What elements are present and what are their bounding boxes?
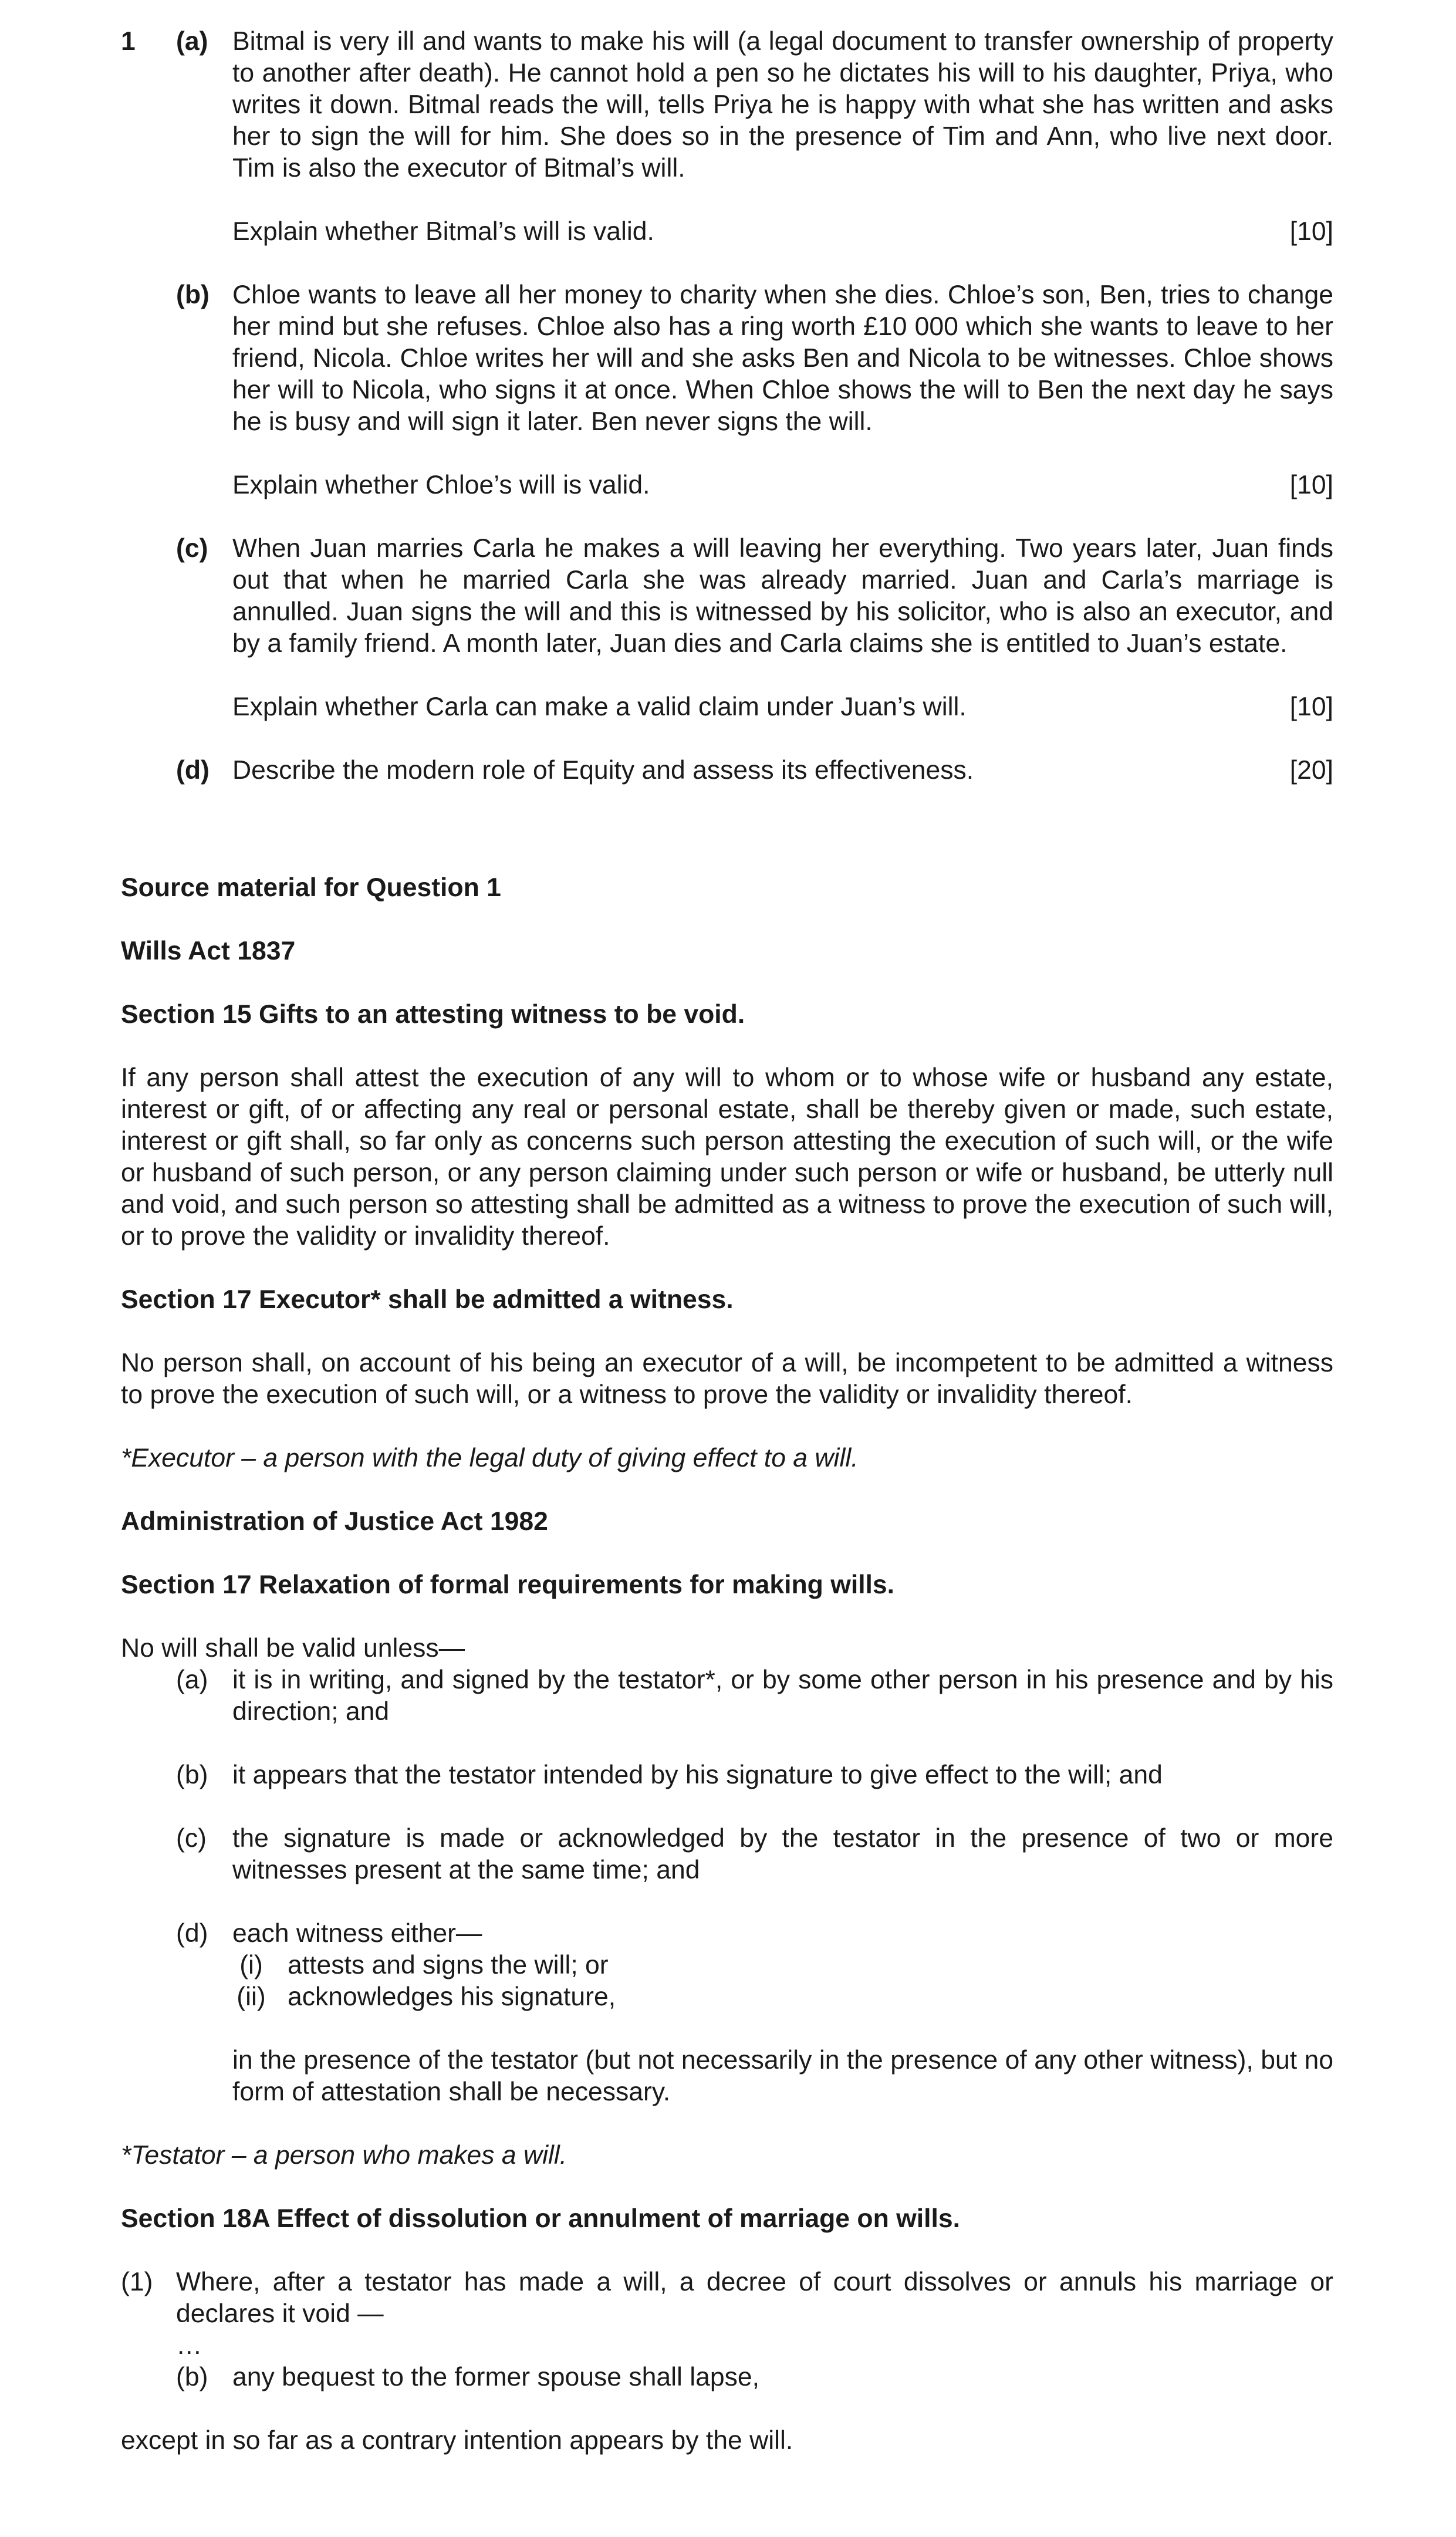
aja-subitem-ii	[121, 1981, 1333, 2013]
section-15-text: If any person shall attest the execution of any will to whom or to whose wife or husband any estate, interest or gift, of or affecting any real or personal estate, shall be thereby given or made, such estate, interest or gift shall, so far only as concerns such person attesting the execution of such will, or the wife or husband of such person, or any person claiming under such person or wife or husband, be utterly null and void, and such person so attesting shall be admitted as a witness to prove the execution of such will, or to prove the validity or invalidity thereof.	[121, 1063, 1333, 1251]
aja-intro: No will shall be valid unless—	[121, 1634, 465, 1663]
section-15-heading: Section 15 Gifts to an attesting witness to be void.	[121, 1000, 745, 1029]
aja-item-a	[121, 1664, 1333, 1728]
item-text: it appears that the testator intended by his signature to give effect to the will; and	[232, 1761, 1163, 1789]
question-part-d	[121, 755, 1333, 786]
section-18a-heading: Section 18A Effect of dissolution or annulment of marriage on wills.	[121, 2204, 960, 2233]
item-label: (c)	[176, 1824, 207, 1853]
subitem-text: attests and signs the will; or	[288, 1951, 609, 1979]
item-label: (b)	[176, 2363, 208, 2391]
part-task: Describe the modern role of Equity and assess its effectiveness.	[232, 756, 974, 785]
wills-act-title: Wills Act 1837	[121, 937, 296, 965]
section-18a-subsection-1	[121, 2266, 1333, 2330]
part-task-row	[232, 469, 1333, 501]
part-marks: [10]	[1289, 692, 1333, 721]
exam-page	[121, 26, 1333, 2457]
item-text: each witness either—	[232, 1919, 482, 1948]
subsection-text: Where, after a testator has made a will, a decree of court dissolves or annuls his marriage or declares it void —	[176, 2268, 1333, 2328]
item-text: the signature is made or acknowledged by the testator in the presence of two or more witnesses present at the same time; and	[232, 1824, 1333, 1884]
question-part-a	[121, 26, 1333, 184]
section-18a-item-b	[121, 2362, 1333, 2393]
subsection-label: (1)	[121, 2268, 153, 2296]
part-task-row	[232, 755, 1333, 786]
aja-item-b	[121, 1759, 1333, 1791]
ellipsis: …	[176, 2331, 202, 2360]
part-label: (b)	[176, 281, 210, 309]
part-label: (a)	[176, 27, 208, 56]
section-17-text: No person shall, on account of his being an executor of a will, be incompetent to be admitted a witness to prove the execution of such will, or a witness to prove the validity or invalidity thereof.	[121, 1349, 1333, 1409]
aja-item-d-tail: in the presence of the testator (but not necessarily in the presence of any other witness), but no form of attestation shall be necessary.	[232, 2046, 1333, 2106]
item-text: it is in writing, and signed by the testator*, or by some other person in his presence and by his direction; and	[232, 1666, 1333, 1726]
aja-subitem-i	[121, 1950, 1333, 1981]
part-label: (c)	[176, 534, 208, 563]
subitem-text: acknowledges his signature,	[288, 1982, 616, 2011]
subitem-label: (i)	[239, 1951, 263, 1979]
item-label: (b)	[176, 1761, 208, 1789]
part-text: When Juan marries Carla he makes a will leaving her everything. Two years later, Juan finds out that when he married Carla she was already married. Juan and Carla’s marriage is annulled. Juan signs the will and this is witnessed by his solicitor, who is also an executor, and by a family friend. A month later, Juan dies and Carla claims she is entitled to Juan’s estate.	[232, 534, 1333, 658]
part-task: Explain whether Bitmal’s will is valid.	[232, 217, 654, 246]
question-number: 1	[121, 27, 136, 56]
part-task-row	[232, 691, 1333, 723]
testator-footnote: *Testator – a person who makes a will.	[121, 2141, 567, 2170]
part-task: Explain whether Chloe’s will is valid.	[232, 471, 650, 499]
aja-title: Administration of Justice Act 1982	[121, 1507, 548, 1536]
subitem-label: (ii)	[237, 1982, 266, 2011]
part-marks: [20]	[1289, 756, 1333, 785]
item-label: (a)	[176, 1666, 208, 1694]
part-text: Bitmal is very ill and wants to make his will (a legal document to transfer ownership of property to another after death). He cannot hold a pen so he dictates his will to his daughter, Priya, who writes it down. Bitmal reads the will, tells Priya he is happy with what she has written and asks her to sign the will for him. She does so in the presence of Tim and Ann, who live next door. Tim is also the executor of Bitmal’s will.	[232, 27, 1333, 183]
question-part-c	[121, 533, 1333, 660]
part-task-row	[232, 216, 1333, 248]
closing-text: except in so far as a contrary intention appears by the will.	[121, 2426, 793, 2455]
item-text: any bequest to the former spouse shall lapse,	[232, 2363, 759, 2391]
part-text: Chloe wants to leave all her money to charity when she dies. Chloe’s son, Ben, tries to change her mind but she refuses. Chloe also has a ring worth £10 000 which she wants to leave to her friend, Nicola. Chloe writes her will and she asks Ben and Nicola to be witnesses. Chloe shows her will to Nicola, who signs it at once. When Chloe shows the will to Ben the next day he says he is busy and will sign it later. Ben never signs the will.	[232, 281, 1333, 436]
part-marks: [10]	[1289, 471, 1333, 499]
part-task: Explain whether Carla can make a valid claim under Juan’s will.	[232, 692, 967, 721]
part-label: (d)	[176, 756, 210, 785]
aja-section-17-heading: Section 17 Relaxation of formal requirements for making wills.	[121, 1570, 895, 1599]
source-heading: Source material for Question 1	[121, 873, 501, 902]
question-part-b	[121, 279, 1333, 438]
section-17-heading: Section 17 Executor* shall be admitted a witness.	[121, 1285, 734, 1314]
aja-item-d	[121, 1918, 1333, 1950]
item-label: (d)	[176, 1919, 208, 1948]
executor-footnote: *Executor – a person with the legal duty of giving effect to a will.	[121, 1444, 859, 1472]
aja-item-c	[121, 1823, 1333, 1886]
part-marks: [10]	[1289, 217, 1333, 246]
